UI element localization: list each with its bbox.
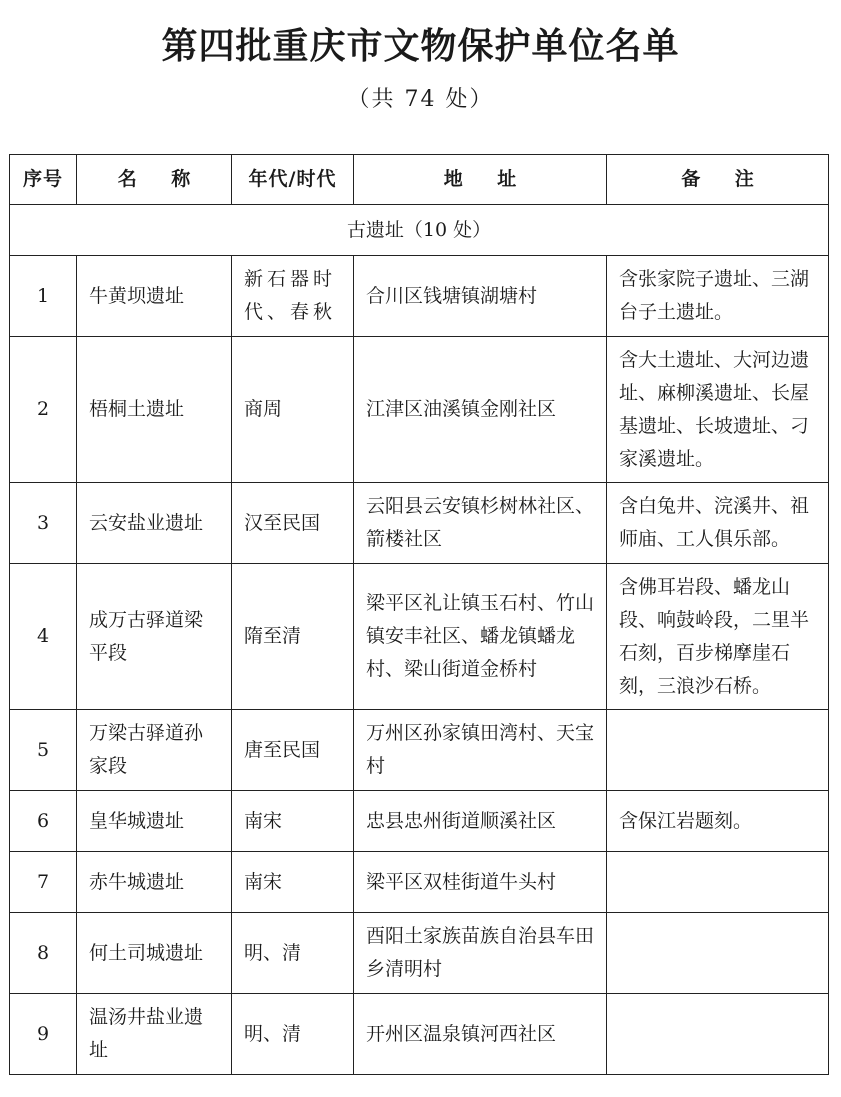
row-period: 新石器时代、春秋 [232,256,354,337]
heritage-table [9,154,829,1075]
row-no: 9 [10,994,77,1075]
row-address: 酉阳土家族苗族自治县车田乡清明村 [354,913,607,994]
header-name: 名 称 [77,155,232,205]
row-address: 合川区钱塘镇湖塘村 [354,256,607,337]
row-no: 7 [10,852,77,913]
row-period: 汉至民国 [232,483,354,564]
row-name: 何土司城遗址 [77,913,232,994]
row-note [607,852,829,913]
section-label: 古遗址 [346,218,404,241]
row-address: 江津区油溪镇金刚社区 [354,337,607,483]
section-row [10,205,829,256]
page-title: 第四批重庆市文物保护单位名单 [161,25,680,67]
header-note: 备 注 [607,155,829,205]
row-name: 牛黄坝遗址 [77,256,232,337]
row-note: 含大土遗址、大河边遗址、麻柳溪遗址、长屋基遗址、长坡遗址、刁家溪遗址。 [607,337,829,483]
page-subtitle: （共 74 处） [347,87,494,112]
row-address: 梁平区礼让镇玉石村、竹山镇安丰社区、蟠龙镇蟠龙村、梁山街道金桥村 [354,564,607,710]
row-address: 梁平区双桂街道牛头村 [354,852,607,913]
row-note [607,710,829,791]
row-name: 梧桐土遗址 [77,337,232,483]
row-address: 忠县忠州街道顺溪社区 [354,791,607,852]
section-count: （10 处） [403,218,492,241]
row-note: 含保江岩题刻。 [607,791,829,852]
row-no: 8 [10,913,77,994]
header-period: 年代/时代 [232,155,354,205]
row-name: 赤牛城遗址 [77,852,232,913]
row-address: 云阳县云安镇杉树林社区、箭楼社区 [354,483,607,564]
table-row [10,337,829,483]
table-row [10,564,829,710]
section-title [10,205,829,256]
row-period: 南宋 [232,791,354,852]
header-no: 序号 [10,155,77,205]
row-no: 3 [10,483,77,564]
row-note: 含白兔井、浣溪井、祖师庙、工人俱乐部。 [607,483,829,564]
row-period: 南宋 [232,852,354,913]
table-row [10,994,829,1075]
table-row [10,256,829,337]
row-name: 成万古驿道梁平段 [77,564,232,710]
row-note [607,913,829,994]
row-no: 6 [10,791,77,852]
table-row [10,483,829,564]
row-name: 温汤井盐业遗址 [77,994,232,1075]
row-no: 1 [10,256,77,337]
row-no: 5 [10,710,77,791]
row-no: 2 [10,337,77,483]
table-row [10,791,829,852]
row-period: 明、清 [232,913,354,994]
header-address: 地 址 [354,155,607,205]
row-period: 唐至民国 [232,710,354,791]
row-note: 含张家院子遗址、三湖台子土遗址。 [607,256,829,337]
row-period: 商周 [232,337,354,483]
row-note: 含佛耳岩段、蟠龙山段、响鼓岭段，二里半石刻，百步梯摩崖石刻，三浪沙石桥。 [607,564,829,710]
table-row [10,710,829,791]
row-name: 皇华城遗址 [77,791,232,852]
row-period: 明、清 [232,994,354,1075]
row-address: 万州区孙家镇田湾村、天宝村 [354,710,607,791]
row-name: 云安盐业遗址 [77,483,232,564]
row-note [607,994,829,1075]
table-row [10,852,829,913]
row-period: 隋至清 [232,564,354,710]
row-name: 万梁古驿道孙家段 [77,710,232,791]
table-row [10,913,829,994]
table-header-row [10,155,829,205]
row-no: 4 [10,564,77,710]
row-address: 开州区温泉镇河西社区 [354,994,607,1075]
